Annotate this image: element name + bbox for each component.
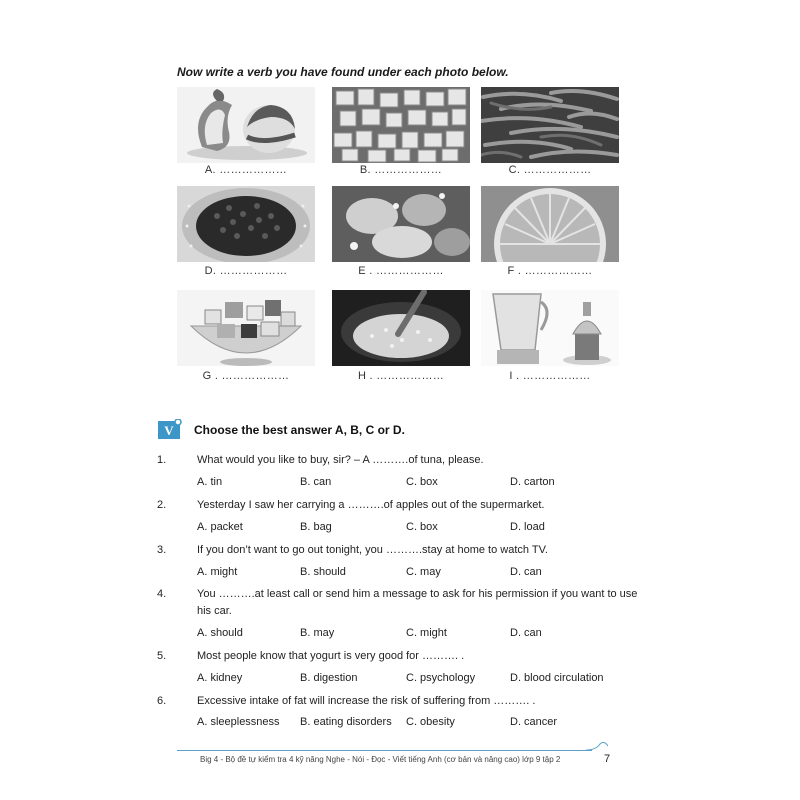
- page-number: 7: [604, 753, 611, 765]
- question-text: Excessive intake of fat will increase the risk of suffering from ………. .: [197, 695, 536, 707]
- option-c[interactable]: C. psychology: [406, 672, 476, 684]
- section-badge: [158, 419, 184, 439]
- option-b[interactable]: B. may: [300, 627, 335, 639]
- option-a[interactable]: A. tin: [197, 476, 223, 488]
- question-2-options: [197, 521, 627, 537]
- green-beans-photo: [481, 87, 619, 163]
- option-b[interactable]: B. can: [300, 476, 332, 488]
- stirring-rice-photo: [332, 290, 470, 366]
- option-c[interactable]: C. may: [406, 566, 441, 578]
- footer-divider: [177, 750, 592, 751]
- photo-caption-f: F . ………………: [507, 265, 593, 277]
- section-badge-label: V: [164, 423, 174, 438]
- option-d[interactable]: D. can: [510, 627, 542, 639]
- question-text: What would you like to buy, sir? – A ……….of tuna, please.: [197, 454, 484, 466]
- option-b[interactable]: B. digestion: [300, 672, 358, 684]
- question-number: 2.: [157, 499, 167, 511]
- boiling-food-photo: [332, 186, 470, 262]
- question-1-options: [197, 476, 627, 492]
- question-5: [157, 648, 647, 665]
- photo-caption-c: C. ………………: [508, 164, 592, 176]
- sliced-grapefruit-photo: [481, 186, 619, 262]
- option-a[interactable]: A. packet: [197, 521, 243, 533]
- option-a[interactable]: A. sleeplessness: [197, 716, 280, 728]
- question-number: 1.: [157, 454, 167, 466]
- question-text: Yesterday I saw her carrying a ……….of apples out of the supermarket.: [197, 499, 545, 511]
- option-b[interactable]: B. should: [300, 566, 346, 578]
- footer-book-title: Big 4 - Bộ đề tự kiểm tra 4 kỹ năng Nghe - Nói - Đọc - Viết tiếng Anh (cơ bản và nâng cao) lớp 9 tập 2: [200, 755, 561, 764]
- question-2: [157, 497, 647, 514]
- photo-caption-g: G . ………………: [202, 370, 290, 382]
- question-4: [157, 586, 647, 620]
- photo-caption-h: H . ………………: [357, 370, 445, 382]
- question-number: 3.: [157, 544, 167, 556]
- question-number: 5.: [157, 650, 167, 662]
- question-text: You ……….at least call or send him a message to ask for his permission if you want to use his car.: [197, 588, 638, 617]
- option-c[interactable]: C. box: [406, 476, 438, 488]
- question-1: [157, 452, 647, 469]
- option-a[interactable]: A. kidney: [197, 672, 243, 684]
- option-a[interactable]: A. might: [197, 566, 238, 578]
- question-text: If you don’t want to go out tonight, you ……….stay at home to watch TV.: [197, 544, 548, 556]
- fruit-salad-photo: [177, 290, 315, 366]
- section-title: Choose the best answer A, B, C or D.: [194, 423, 405, 437]
- peeled-apple-photo: [177, 87, 315, 163]
- question-6: [157, 693, 647, 710]
- option-d[interactable]: D. blood circulation: [510, 672, 604, 684]
- option-b[interactable]: B. bag: [300, 521, 332, 533]
- question-number: 6.: [157, 695, 167, 707]
- option-d[interactable]: D. load: [510, 521, 545, 533]
- option-c[interactable]: C. box: [406, 521, 438, 533]
- question-4-options: [197, 627, 627, 643]
- photo-caption-i: I . ………………: [509, 370, 591, 382]
- option-c[interactable]: C. obesity: [406, 716, 455, 728]
- photo-caption-d: D. ………………: [204, 265, 288, 277]
- photo-caption-b: B. ………………: [359, 164, 443, 176]
- exercise-instruction: Now write a verb you have found under each photo below.: [177, 65, 509, 79]
- option-d[interactable]: D. carton: [510, 476, 555, 488]
- question-6-options: [197, 716, 627, 732]
- photo-caption-a: A. ………………: [204, 164, 288, 176]
- option-d[interactable]: D. cancer: [510, 716, 558, 728]
- question-text: Most people know that yogurt is very good for ………. .: [197, 650, 465, 662]
- question-3-options: [197, 566, 627, 582]
- beans-in-colander-photo: [177, 186, 315, 262]
- question-5-options: [197, 672, 627, 688]
- option-d[interactable]: D. can: [510, 566, 542, 578]
- question-number: 4.: [157, 588, 167, 600]
- question-3: [157, 542, 647, 559]
- blender-juicer-photo: [481, 290, 619, 366]
- photo-caption-e: E . ………………: [358, 265, 444, 277]
- option-a[interactable]: A. should: [197, 627, 243, 639]
- diced-vegetables-photo: [332, 87, 470, 163]
- option-c[interactable]: C. might: [406, 627, 447, 639]
- option-b[interactable]: B. eating disorders: [300, 716, 392, 728]
